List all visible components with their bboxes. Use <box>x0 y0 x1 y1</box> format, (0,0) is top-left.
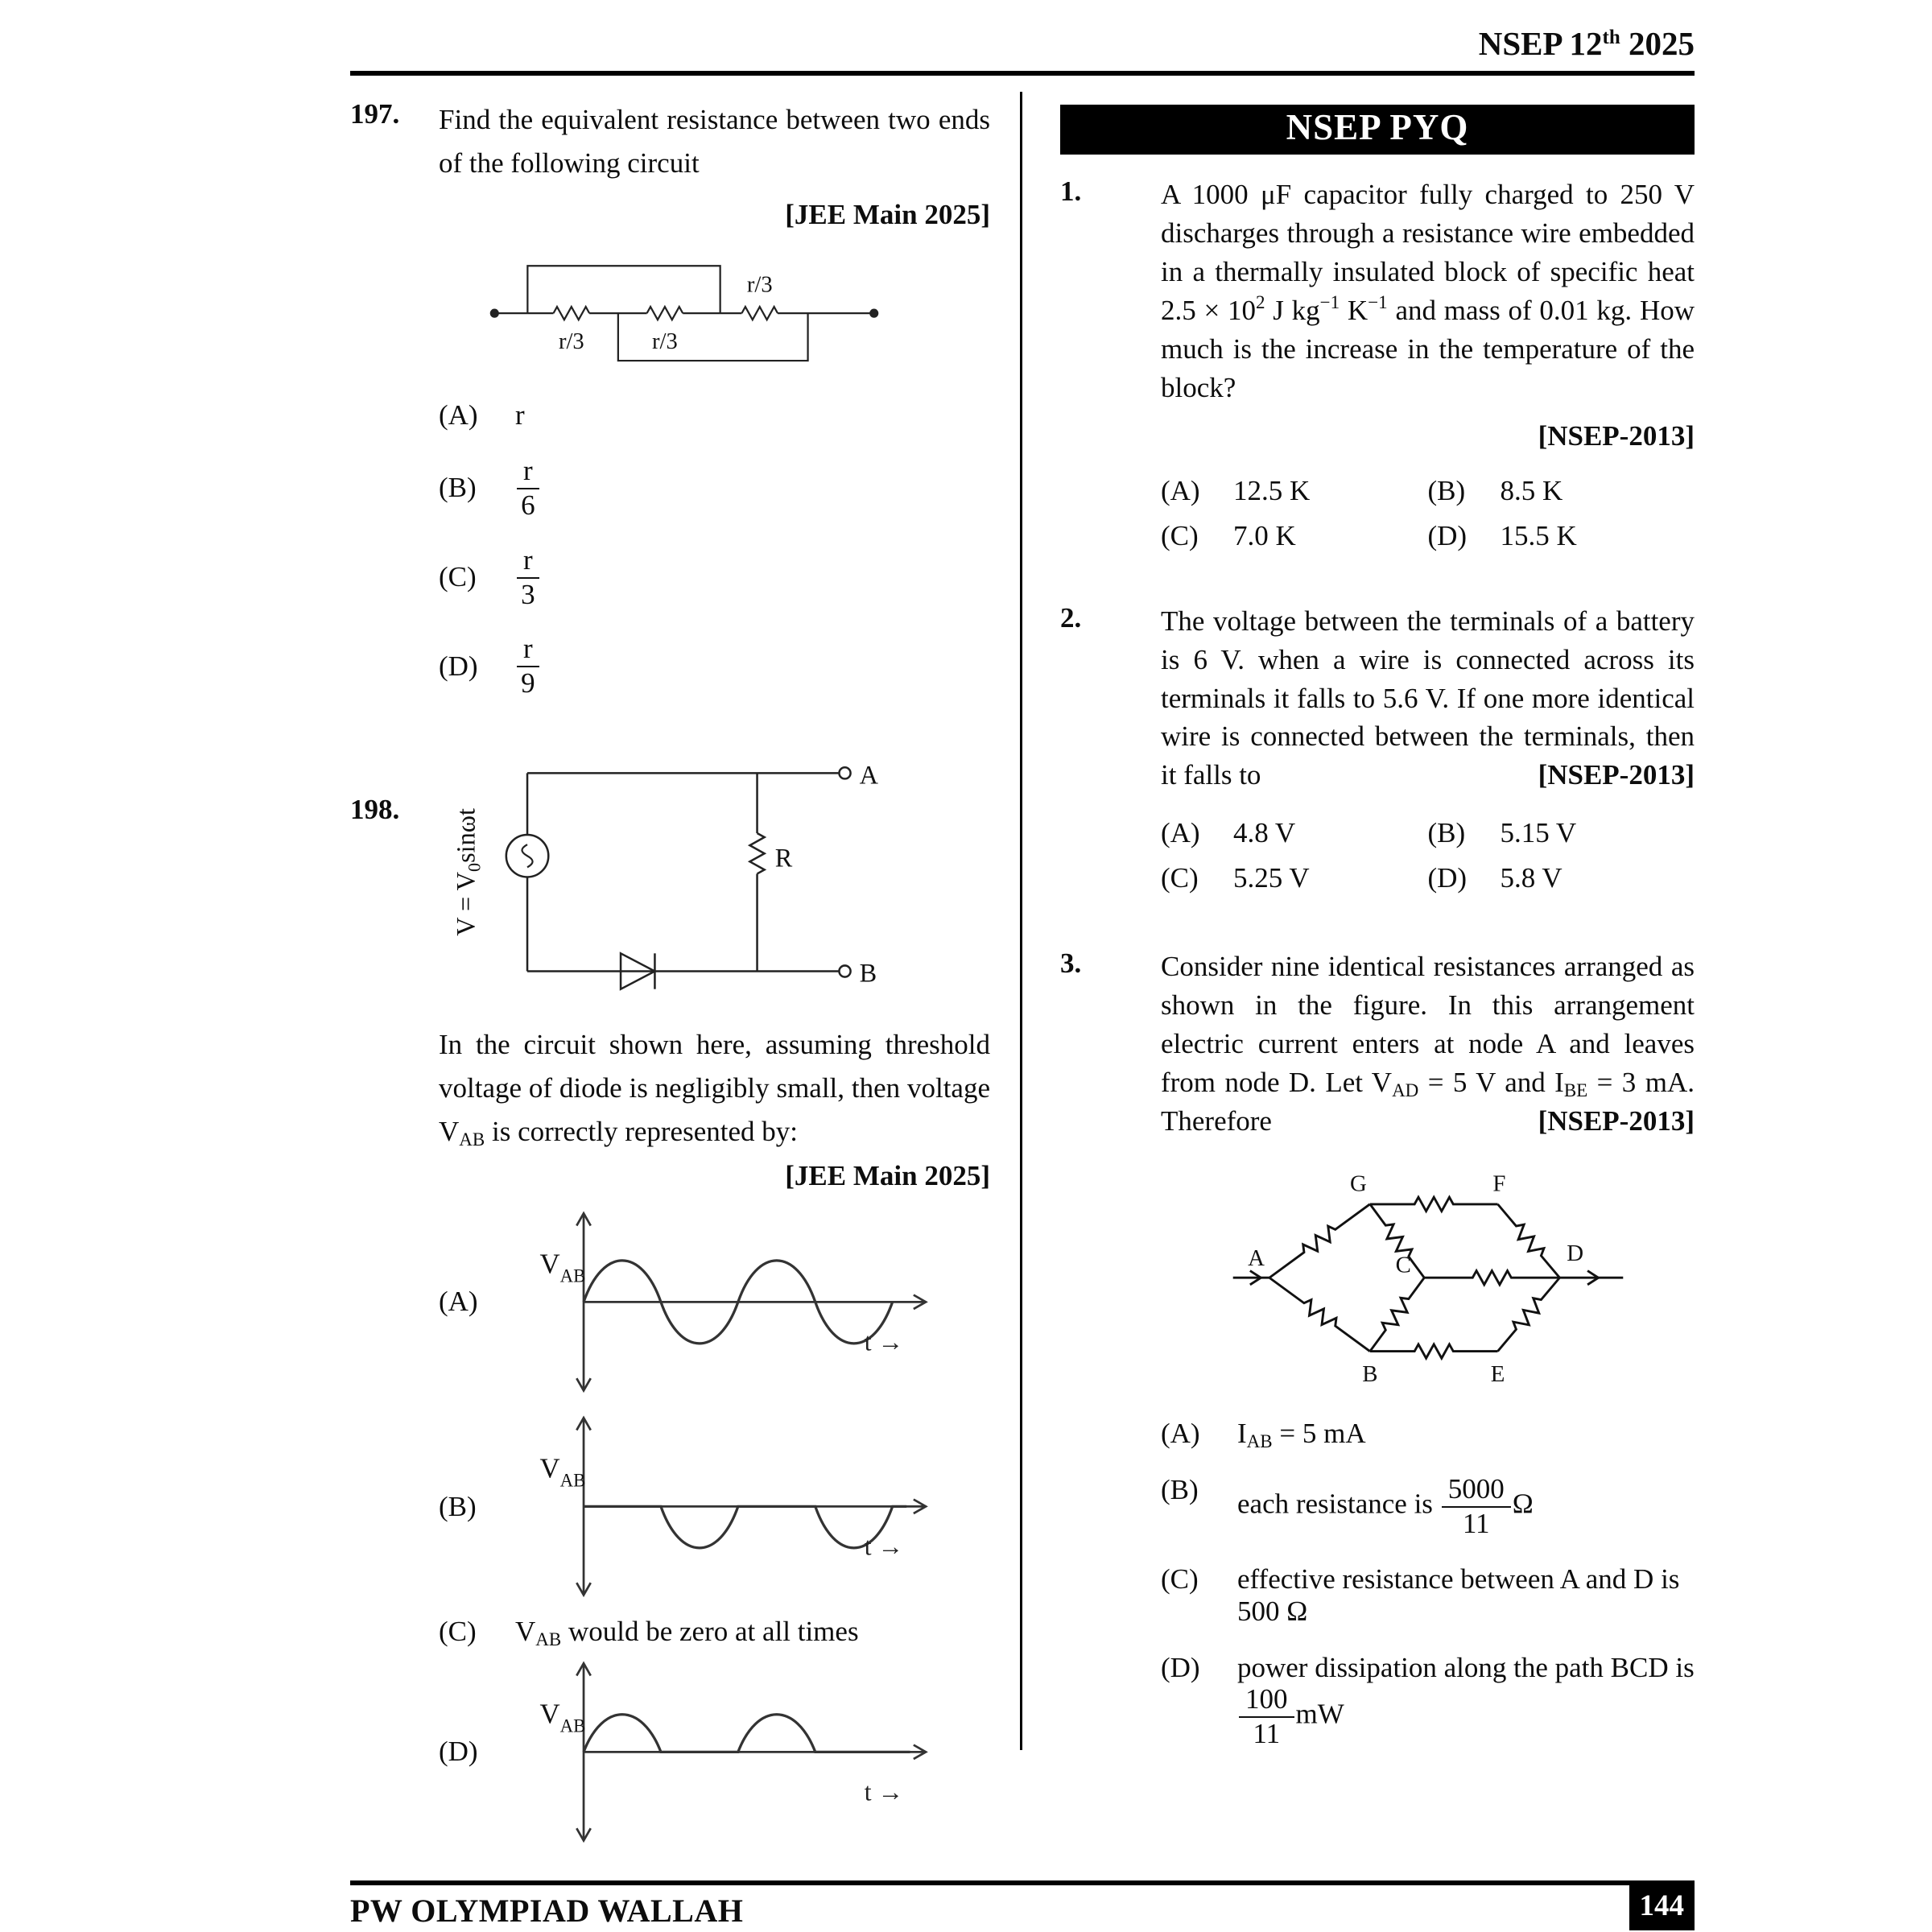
option-label: (D) <box>1427 519 1468 551</box>
column-divider <box>1020 92 1022 1750</box>
option-label: (C) <box>439 561 477 593</box>
node-E-label: E <box>1490 1361 1505 1388</box>
q198-option-a <box>439 1201 990 1403</box>
fraction-denominator: 3 <box>521 578 535 610</box>
option-label: (B) <box>1427 817 1466 849</box>
t-axis-label: t → <box>864 1532 904 1561</box>
q198-option-b <box>439 1406 990 1608</box>
y-axis-label: V <box>539 1452 560 1484</box>
q198-option-c <box>439 1616 990 1648</box>
q3-option-c <box>1161 1563 1695 1628</box>
superscript: −1 <box>1368 291 1388 312</box>
option-label: (A) <box>1161 1418 1200 1450</box>
question-198-text <box>439 1023 990 1198</box>
option-value: r <box>515 399 525 431</box>
text-run: I <box>1237 1418 1247 1450</box>
q197-option-c <box>439 545 990 610</box>
q198-option-d <box>439 1651 990 1853</box>
text-run: = 3 mA. Therefore <box>1161 1067 1695 1137</box>
option-label: (B) <box>439 472 477 504</box>
option-label: (A) <box>439 1286 478 1318</box>
fraction-numerator: r <box>517 634 539 667</box>
option-label: (B) <box>439 1490 477 1522</box>
text-run: The voltage between the terminals of a battery is 6 V. when a wire is connected across its terminals it falls to 5.6 V. If one more identical wire is connected between the terminals, then it falls to <box>1161 605 1695 791</box>
q197-option-d <box>439 634 990 699</box>
axes <box>576 1418 926 1596</box>
right-terminal-dot <box>870 309 877 316</box>
text-run: would be zero at all times <box>561 1616 859 1648</box>
node-a-label: A <box>859 760 878 790</box>
text-run: each resistance is <box>1237 1488 1433 1520</box>
fraction <box>1237 1684 1296 1749</box>
fraction-denominator: 6 <box>521 489 535 521</box>
fraction-denominator: 9 <box>521 667 535 700</box>
resistor-AG-icon <box>1265 1199 1373 1283</box>
waveform-d-positive-halves <box>515 1651 954 1853</box>
question-1-number: 1. <box>1060 175 1082 207</box>
t-axis-label: t → <box>864 1777 904 1806</box>
option-value: 15.5 K <box>1500 519 1577 551</box>
q1-option-b <box>1428 475 1695 507</box>
option-value: 5.15 V <box>1500 817 1577 849</box>
q198-circuit-figure <box>434 742 889 1002</box>
question-197-body <box>439 98 990 699</box>
q197-circuit-figure <box>483 247 886 384</box>
question-1-source-tag: [NSEP-2013] <box>1538 419 1695 452</box>
q2-option-a <box>1161 817 1428 849</box>
question-1-body <box>1161 175 1695 552</box>
page-footer <box>350 1880 1695 1930</box>
option-label: (D) <box>439 1736 478 1768</box>
q197-option-a <box>439 399 990 431</box>
y-axis-label-subscript: AB <box>559 1715 586 1736</box>
option-label: (D) <box>1161 1652 1200 1684</box>
q197-option-b <box>439 456 990 521</box>
text-run: A 1000 μF capacitor fully charged to 250 V discharges through a resistance wire embedded in a thermally insulated block of specific heat 2.5 × 10 <box>1161 179 1695 326</box>
question-2 <box>1060 602 1695 895</box>
fraction-denominator: 11 <box>1462 1508 1490 1540</box>
option-text <box>1237 1652 1695 1749</box>
title-text: NSEP 12 <box>1478 25 1603 62</box>
q198-wires <box>506 767 851 989</box>
option-label: (A) <box>1161 817 1200 849</box>
question-2-options <box>1161 817 1695 894</box>
option-label: (D) <box>439 650 478 682</box>
node-A-label: A <box>1247 1245 1265 1271</box>
option-label: (C) <box>1161 862 1199 894</box>
publisher-brand: PW OLYMPIAD WALLAH <box>350 1893 744 1929</box>
q3-option-d <box>1161 1652 1695 1749</box>
ac-sine-glyph <box>522 844 532 867</box>
question-1 <box>1060 175 1695 552</box>
subscript: BE <box>1563 1080 1588 1101</box>
subscript: AB <box>1246 1431 1273 1452</box>
question-2-body <box>1161 602 1695 895</box>
superscript: 2 <box>1256 291 1265 312</box>
resistor-R-icon <box>749 833 764 873</box>
text-run: J kg <box>1265 294 1320 326</box>
waveform-b-negative-halves <box>515 1406 954 1608</box>
q3-option-a <box>1161 1418 1695 1450</box>
right-column <box>1060 92 1695 1853</box>
question-197-source-tag: [JEE Main 2025] <box>785 198 990 230</box>
text-run: V <box>515 1616 536 1648</box>
fraction <box>515 456 541 521</box>
q2-option-b <box>1428 817 1695 849</box>
resistor-ED-icon <box>1492 1274 1564 1356</box>
resistor-GF-icon <box>1369 1197 1497 1211</box>
node-b-label: B <box>859 958 877 988</box>
resistor-BE-icon <box>1369 1344 1497 1358</box>
question-197-number: 197. <box>350 98 400 130</box>
page-number-badge: 144 <box>1629 1885 1695 1930</box>
q3-resistor-network-figure <box>1227 1162 1629 1393</box>
source-voltage-label: $V = V_0\sin\omega t$ <box>451 807 485 936</box>
question-3 <box>1060 947 1695 1748</box>
y-axis-label-subscript: AB <box>559 1470 586 1491</box>
waveform-a-full-sine <box>515 1201 954 1403</box>
subscript: AB <box>459 1129 485 1150</box>
resistor-3-icon <box>741 307 778 320</box>
unit: Ω <box>1512 1488 1534 1520</box>
node-B-label: B <box>1361 1361 1378 1388</box>
fraction-numerator: 5000 <box>1442 1474 1511 1508</box>
option-value: 5.8 V <box>1500 862 1563 894</box>
question-198 <box>350 742 990 1853</box>
question-3-text <box>1161 947 1695 1141</box>
text-run: In the circuit shown here, assuming threshold voltage of diode is negligibly small, then voltage V <box>439 1028 990 1148</box>
option-label: (C) <box>1161 519 1199 551</box>
fraction <box>1440 1474 1513 1539</box>
option-text: effective resistance between A and D is 500 Ω <box>1237 1563 1680 1628</box>
question-2-number: 2. <box>1060 601 1082 634</box>
terminal-a-circle <box>839 767 850 778</box>
terminal-b-circle <box>839 965 850 976</box>
axes <box>576 1213 926 1390</box>
option-value: 4.8 V <box>1233 817 1296 849</box>
q1-option-d <box>1428 520 1695 552</box>
question-2-source-tag: [NSEP-2013] <box>1538 759 1695 791</box>
text-run: Consider nine identical resistances arranged as shown in the figure. In this arrangement electric current enters at node A and leaves from node D. Let V <box>1161 951 1695 1099</box>
text-run: K <box>1340 294 1368 326</box>
node-D-label: D <box>1566 1241 1583 1267</box>
fraction <box>515 545 541 610</box>
option-value: 5.25 V <box>1233 862 1310 894</box>
q197-wires <box>491 266 877 361</box>
option-value: 8.5 K <box>1500 474 1563 506</box>
option-label: (C) <box>1161 1563 1199 1596</box>
fraction-numerator: r <box>517 456 539 489</box>
question-198-number: 198. <box>350 793 400 825</box>
node-F-label: F <box>1492 1170 1505 1197</box>
question-3-body <box>1161 947 1695 1748</box>
option-label: (A) <box>1161 474 1200 506</box>
question-1-options <box>1161 475 1695 552</box>
question-198-body <box>439 742 990 1853</box>
axes <box>576 1663 926 1840</box>
header-rule <box>350 71 1695 76</box>
resistor-FD-icon <box>1492 1199 1564 1282</box>
text-run: is correctly represented by: <box>485 1116 798 1148</box>
resistor-3-label: r/3 <box>746 271 773 297</box>
superscript: −1 <box>1319 291 1340 312</box>
question-1-text <box>1161 175 1695 407</box>
resistor-1-icon <box>554 307 590 320</box>
text-run: = 5 V and I <box>1418 1067 1564 1099</box>
text-run: and mass of 0.01 kg. How much is the increase in the temperature of the block? <box>1161 294 1695 403</box>
resistor-1-label: r/3 <box>558 328 584 354</box>
resistor-2-icon <box>647 307 683 320</box>
option-text <box>515 1616 859 1648</box>
page-content <box>350 0 1695 1853</box>
section-banner: NSEP PYQ <box>1060 105 1695 155</box>
bottom-bypass-wire <box>618 313 808 361</box>
title-superscript: th <box>1602 27 1620 48</box>
left-column <box>350 92 990 1853</box>
resistor-R-label: R <box>774 843 793 873</box>
subscript: AD <box>1392 1080 1419 1101</box>
q3-network <box>1232 1197 1623 1358</box>
question-197-text: Find the equivalent resistance between two ends of the following circuit <box>439 104 990 180</box>
q2-option-c <box>1161 862 1428 894</box>
fraction <box>515 634 541 699</box>
fraction-numerator: 100 <box>1239 1684 1294 1718</box>
y-axis-label: V <box>539 1248 560 1280</box>
q1-option-a <box>1161 475 1428 507</box>
fraction-numerator: r <box>517 545 539 579</box>
q2-option-d <box>1428 862 1695 894</box>
page-title <box>350 0 1695 63</box>
question-2-text <box>1161 602 1695 795</box>
resistor-2-label: r/3 <box>652 328 678 354</box>
option-value: 12.5 K <box>1233 474 1311 506</box>
positive-half-curve <box>584 1715 910 1752</box>
text-run: power dissipation along the path BCD is <box>1237 1652 1695 1684</box>
question-198-source-tag: [JEE Main 2025] <box>785 1159 990 1191</box>
option-value: 7.0 K <box>1233 519 1296 551</box>
two-column-layout <box>350 92 1695 1853</box>
question-197 <box>350 98 990 699</box>
y-axis-label-subscript: AB <box>559 1265 586 1286</box>
option-label: (C) <box>439 1616 477 1648</box>
negative-half-curve <box>584 1507 906 1549</box>
title-year: 2025 <box>1620 25 1695 62</box>
option-label: (B) <box>1427 474 1466 506</box>
question-3-source-tag: [NSEP-2013] <box>1538 1105 1695 1137</box>
y-axis-label: V <box>539 1698 560 1730</box>
option-text <box>1237 1418 1695 1450</box>
resistor-CD-icon <box>1424 1271 1559 1285</box>
node-C-label: C <box>1395 1252 1411 1278</box>
subscript: AB <box>535 1629 562 1650</box>
option-label: (A) <box>439 399 478 431</box>
q3-option-b <box>1161 1474 1695 1539</box>
footer-row <box>350 1885 1695 1930</box>
text-run: = 5 mA <box>1272 1418 1366 1450</box>
unit: mW <box>1295 1698 1344 1730</box>
fraction-denominator: 11 <box>1253 1717 1281 1749</box>
option-label: (D) <box>1427 862 1468 894</box>
q1-option-c <box>1161 520 1428 552</box>
node-G-label: G <box>1349 1170 1367 1197</box>
question-3-number: 3. <box>1060 947 1082 980</box>
option-label: (B) <box>1161 1474 1199 1506</box>
resistor-BC-icon <box>1364 1274 1429 1356</box>
option-text <box>1237 1474 1695 1539</box>
t-axis-label: t → <box>864 1327 904 1356</box>
resistor-AB-icon <box>1265 1272 1373 1356</box>
